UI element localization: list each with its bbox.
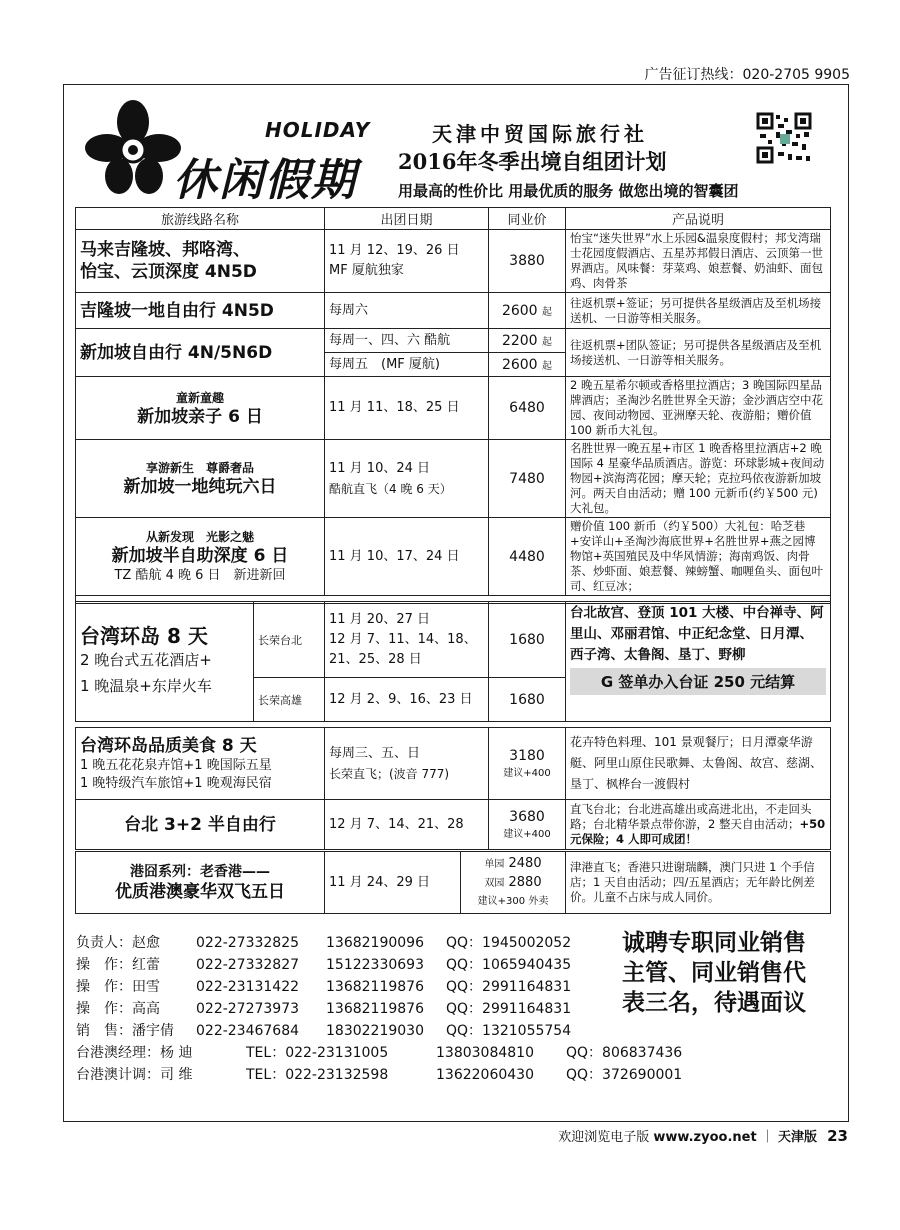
- plan-title: 2016年冬季出境自组团计划: [398, 149, 667, 174]
- footer-site-link[interactable]: www.zyoo.net: [653, 1130, 757, 1145]
- route-sub: 1 晚五花花泉卉馆+1 晚国际五星: [80, 757, 272, 773]
- contact-qq: QQ：806837436: [566, 1045, 683, 1061]
- route-desc: 名胜世界一晚五星+市区 1 晚香格里拉酒店+2 晚国际 4 星豪华品质酒店。游览：环球影城+夜间动物园+滨海湾花园；摩天轮；克拉玛依夜游新加坡河。两天自由活动；赠 100 元新币(约￥500 元)大礼包。: [566, 440, 831, 518]
- holiday-logo: [83, 100, 383, 206]
- route-dates: 11 月 12、19、26 日: [329, 243, 460, 258]
- route-price: 2600: [501, 356, 538, 373]
- route-dates: 11 月 10、17、24 日: [325, 518, 489, 596]
- route-tag: 港囧系列：老香港——: [130, 863, 270, 880]
- contact-role: 台港澳计调：司 维: [76, 1067, 193, 1083]
- route-desc: 直飞台北；台北进高雄出或高进北出，不走回头路；台北精华景点带你游，2 整天自由活动；: [570, 802, 812, 831]
- table-row: [76, 377, 831, 440]
- slogan: 用最高的性价比 用最优质的服务 做您出境的智囊团: [398, 182, 739, 200]
- qr-code-icon: [756, 112, 812, 164]
- price-suggest: 建议+300 外卖: [477, 895, 549, 907]
- route-name: 新加坡一地纯玩六日: [123, 477, 277, 497]
- page-number: 23: [827, 1127, 848, 1145]
- route-price: 1680: [489, 678, 566, 722]
- route-airline: 长荣高雄: [254, 678, 325, 722]
- route-dates: 每周六: [325, 293, 489, 329]
- route-dates: 每周五 (MF 厦航): [325, 353, 489, 377]
- price-suggest: 建议+400: [503, 829, 551, 840]
- route-name: 新加坡半自助深度 6 日: [111, 546, 289, 566]
- agency-name: 天津中贸国际旅行社: [432, 122, 648, 146]
- route-dates: 11 月 10、24 日: [329, 460, 431, 476]
- contact-qq: QQ：1945002052: [446, 935, 572, 951]
- footer-edition: 天津版: [777, 1130, 817, 1145]
- route-name: 台湾环岛 8 天: [80, 623, 208, 648]
- route-price: 3180: [509, 748, 545, 764]
- logo-text: 休闲假期: [173, 155, 357, 206]
- route-desc: 津港直飞；香港只进谢瑞麟，澳门只进 1 个手信店；1 天自由活动；四/五星酒店；无年龄比例差价。儿童不占床与成人同价。: [566, 852, 831, 914]
- contact-mobile: 13803084810: [436, 1045, 534, 1061]
- contact-qq: QQ：1321055754: [446, 1023, 572, 1039]
- table-row: [76, 293, 831, 329]
- route-desc: 台北故宫、登顶 101 大楼、中台禅寺、阿里山、邓丽君馆、中正纪念堂、日月潭、西子湾、太鲁阁、垦丁、野柳: [570, 605, 824, 663]
- contact-tel: 022-23131422: [196, 979, 300, 995]
- header-desc: 产品说明: [566, 208, 831, 230]
- contact-mobile: 18302219030: [326, 1023, 424, 1039]
- contact-row: [76, 932, 682, 954]
- price-unit: 起: [542, 336, 553, 348]
- route-airline: 长荣台北: [254, 602, 325, 678]
- contact-row: [76, 954, 682, 976]
- route-dates: 11 月 11、18、25 日: [325, 377, 489, 440]
- route-name: 新加坡亲子 6 日: [137, 406, 263, 427]
- route-desc: 怡宝“迷失世界”水上乐园&温泉度假村；邦戈湾瑞士花园度假酒店、五星苏邦假日酒店、云顶第一世界酒店。风味餐：芽菜鸡、娘惹餐、奶油虾、面包鸡、肉骨茶: [566, 230, 831, 293]
- contact-role: 操 作：田雪: [76, 979, 160, 995]
- price-label: 单园: [484, 858, 505, 870]
- route-name: 优质港澳豪华双飞五日: [115, 881, 285, 902]
- table-row: [76, 800, 831, 850]
- contact-qq: QQ：2991164831: [446, 979, 572, 995]
- route-name: 怡宝、云顶深度 4N5D: [80, 262, 257, 282]
- route-name: 新加坡自由行 4N/5N6D: [80, 342, 273, 363]
- contact-row: [76, 1042, 682, 1064]
- route-price: 2200: [501, 332, 538, 349]
- contact-tel: TEL：022-23132598: [246, 1067, 389, 1083]
- route-airline: 长荣直飞；(波音 777): [329, 766, 450, 781]
- contact-tel: 022-27332827: [196, 957, 300, 973]
- table-row: [76, 728, 831, 800]
- route-dates: 11 月 20、27 日: [329, 611, 431, 627]
- visa-badge: G 签单办入台证 250 元结算: [570, 668, 826, 695]
- route-name: 马来吉隆坡、邦咯湾、: [80, 240, 250, 260]
- route-desc: 2 晚五星希尔顿或香格里拉酒店；3 晚国际四星品牌酒店；圣淘沙名胜世界全天游；金沙酒店空中花园、夜间动物园、亚洲摩天轮、夜游船；赠价值 100 新币大礼包。: [566, 377, 831, 440]
- contacts-list: [76, 932, 682, 1086]
- contact-tel: 022-27273973: [196, 1001, 300, 1017]
- footer-text: 欢迎浏览电子版: [558, 1130, 650, 1145]
- header-dates: 出团日期: [325, 208, 489, 230]
- route-tag: 从新发现 光影之魅: [145, 530, 254, 544]
- route-dates: 12 月 7、14、21、28: [325, 800, 489, 850]
- contact-row: [76, 1064, 682, 1086]
- contact-tel: 022-23467684: [196, 1023, 300, 1039]
- route-price: 3880: [489, 230, 566, 293]
- route-desc: 往返机票+签证；另可提供各星级酒店及至机场接送机、一日游等相关服务。: [566, 293, 831, 329]
- route-airline: MF 厦航独家: [329, 263, 404, 278]
- recruitment-notice: 诚聘专职同业销售主管、同业销售代表三名，待遇面议: [622, 929, 806, 1016]
- route-tag: 享游新生 尊爵奢品: [145, 461, 254, 475]
- logo-holiday-text: HOLIDAY: [265, 118, 371, 142]
- route-price: 6480: [489, 377, 566, 440]
- route-price: 4480: [489, 518, 566, 596]
- route-name: 台湾环岛品质美食 8 天: [80, 735, 257, 756]
- route-desc-bold: +50 元保险；4 人即可成团！: [570, 817, 826, 846]
- contact-qq: QQ：372690001: [566, 1067, 683, 1083]
- contact-role: 操 作：红蕾: [76, 957, 160, 973]
- contact-tel: 022-27332825: [196, 935, 300, 951]
- contact-mobile: 13622060430: [436, 1067, 534, 1083]
- table-row: [76, 230, 831, 293]
- route-tag: 童新童趣: [175, 390, 224, 405]
- route-price: 1680: [489, 602, 566, 678]
- route-name: 吉隆坡一地自由行 4N5D: [80, 300, 274, 321]
- route-price: 3680: [509, 809, 545, 825]
- contact-mobile: 13682119876: [326, 1001, 424, 1017]
- contact-mobile: 13682119876: [326, 979, 424, 995]
- hk-table: [75, 851, 831, 914]
- route-desc: 花卉特色料理、101 景观餐厅；日月潭豪华游艇、阿里山原住民歌舞、太鲁阁、故宫、慈湖、垦丁、枫桦台一渡假村: [566, 728, 831, 800]
- price-unit: 起: [542, 360, 553, 372]
- contact-tel: TEL：022-23131005: [246, 1045, 389, 1061]
- contact-mobile: 15122330693: [326, 957, 424, 973]
- route-sub: 2 晚台式五花酒店+: [80, 650, 212, 669]
- route-sub: 1 晚温泉+东岸火车: [80, 676, 212, 695]
- contact-role: 操 作：高高: [76, 1001, 160, 1017]
- contact-row: [76, 998, 682, 1020]
- contact-role: 台港澳经理：杨 迪: [76, 1045, 193, 1061]
- contact-qq: QQ：1065940435: [446, 957, 572, 973]
- ad-hotline: 广告征订热线：020-2705 9905: [644, 67, 850, 83]
- flower-icon: [83, 100, 183, 196]
- route-dates: 12 月 7、11、14、18、: [329, 631, 477, 647]
- route-desc: 往返机票+团队签证；另可提供各星级酒店及至机场接送机、一日游等相关服务。: [566, 329, 831, 377]
- header-route: 旅游线路名称: [76, 208, 325, 230]
- route-airline: 酷航直飞（4 晚 6 天）: [329, 481, 452, 496]
- route-sub: TZ 酷航 4 晚 6 日 新进新回: [114, 568, 286, 583]
- price-unit: 起: [542, 306, 553, 318]
- contact-mobile: 13682190096: [326, 935, 424, 951]
- table-row: [76, 518, 831, 596]
- contact-qq: QQ：2991164831: [446, 1001, 572, 1017]
- route-dates: 每周三、五、日: [329, 745, 421, 761]
- route-price: 7480: [489, 440, 566, 518]
- route-dates: 每周一、四、六 酷航: [325, 329, 489, 353]
- price-label: 双园: [484, 877, 505, 889]
- route-price: 2880: [508, 874, 542, 890]
- page-footer: 欢迎浏览电子版 www.zyoo.net ｜ 天津版 23: [558, 1127, 848, 1145]
- contact-row: [76, 1020, 682, 1042]
- table-row: [76, 329, 831, 353]
- table-header-row: [76, 208, 831, 230]
- contact-row: [76, 976, 682, 998]
- contact-role: 销 售：潘宇倩: [76, 1023, 174, 1039]
- route-dates: 12 月 2、9、16、23 日: [325, 678, 489, 722]
- route-desc: 赠价值 100 新币（约￥500）大礼包：哈芝巷+安详山+圣淘沙海底世界+名胜世界+燕之园博物馆+英国殖民及中华风情游；海南鸡饭、肉骨茶、炒虾面、娘惹餐、辣螃蟹、咖喱鱼头、面包叶司、红豆冰；: [566, 518, 831, 596]
- table-row: [76, 440, 831, 518]
- price-suggest: 建议+400: [503, 768, 551, 779]
- taiwan-table: [75, 601, 831, 722]
- route-sub: 1 晚特级汽车旅馆+1 晚观海民宿: [80, 775, 272, 791]
- taiwan-food-table: [75, 727, 831, 850]
- header-price: 同业价: [489, 208, 566, 230]
- routes-table: [75, 207, 831, 604]
- contact-role: 负责人：赵愈: [76, 935, 160, 951]
- table-row: [76, 602, 831, 678]
- route-price: 2600: [501, 302, 538, 319]
- route-dates: 21、25、28 日: [329, 651, 422, 667]
- route-name: 台北 3+2 半自由行: [124, 814, 276, 835]
- route-dates: 11 月 24、29 日: [325, 852, 461, 914]
- route-price: 2480: [508, 855, 542, 871]
- table-row: [76, 852, 831, 914]
